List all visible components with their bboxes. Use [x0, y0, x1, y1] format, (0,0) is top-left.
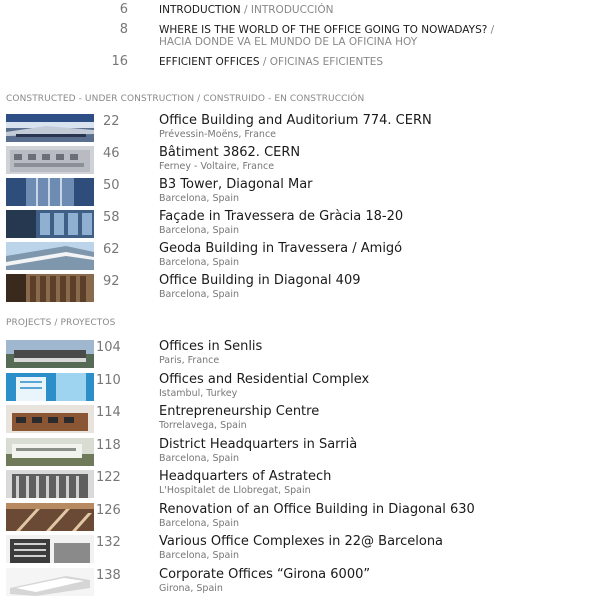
thumb-istambul: [6, 373, 94, 401]
toc-entry: [0, 178, 600, 208]
page-number: 46: [103, 146, 120, 161]
section-title-constructed: CONSTRUCTED - UNDER CONSTRUCTION / CONSTRUIDO - EN CONSTRUCCIÓN: [6, 94, 365, 104]
thumb-batiment-3862: [6, 146, 94, 174]
toc-entry: [0, 535, 600, 565]
toc-entry: [0, 405, 600, 435]
entry-title: Headquarters of Astratech: [159, 469, 332, 484]
separator: /: [487, 24, 495, 36]
entry-location: Barcelona, Spain: [159, 517, 239, 529]
entry-location: Barcelona, Spain: [159, 257, 239, 268]
toc-entry: [0, 146, 600, 176]
entry-location: Barcelona, Spain: [159, 289, 239, 300]
thumb-torrelavega: [6, 405, 94, 433]
page-number: 16: [111, 54, 128, 69]
entry-location: Barcelona, Spain: [159, 225, 239, 236]
toc-entry: [0, 438, 600, 468]
thumb-cern-auditorium: [6, 114, 94, 142]
title-en: INTRODUCTION: [159, 4, 241, 16]
entry-title: Entrepreneurship Centre: [159, 404, 320, 419]
thumb-diagonal-409: [6, 274, 94, 302]
entry-location: Ferney - Voltaire, France: [159, 161, 275, 172]
page-number: 50: [103, 178, 120, 193]
toc-entry: [0, 340, 600, 370]
entry-location: Girona, Spain: [159, 582, 223, 594]
thumb-astratech: [6, 470, 94, 498]
toc-entry: [0, 210, 600, 240]
thumb-diagonal-630: [6, 503, 94, 531]
entry-location: Paris, France: [159, 355, 220, 366]
title-en: WHERE IS THE WORLD OF THE OFFICE GOING TO NOWADAYS?: [159, 24, 488, 36]
entry-title: Geoda Building in Travessera / Amigó: [159, 241, 403, 256]
toc-entry: [0, 242, 600, 272]
toc-entry: [0, 274, 600, 304]
intro-title: [159, 24, 589, 48]
entry-title: Various Office Complexes in 22@ Barcelona: [159, 534, 444, 549]
toc-entry: [0, 568, 600, 598]
entry-title: Corporate Offices “Girona 6000”: [159, 566, 371, 582]
page-number: 110: [96, 372, 121, 388]
thumb-girona-6000: [6, 568, 94, 596]
title-en: EFFICIENT OFFICES: [159, 56, 260, 68]
page-number: 92: [103, 274, 120, 289]
toc-entry: [0, 470, 600, 500]
entry-location: Torrelavega, Spain: [159, 420, 247, 431]
entry-title: Bâtiment 3862. CERN: [159, 145, 301, 160]
title-es: OFICINAS EFICIENTES: [269, 56, 384, 68]
entry-location: Istambul, Turkey: [159, 387, 238, 399]
page-number: 122: [96, 470, 121, 485]
toc-entry: [0, 114, 600, 144]
title-es: INTRODUCCIÓN: [250, 4, 334, 16]
entry-location: Barcelona, Spain: [159, 193, 239, 204]
page-number: 8: [119, 22, 128, 37]
thumb-facade-travessera: [6, 210, 94, 238]
entry-title: Offices in Senlis: [159, 339, 263, 354]
section-title-projects: PROJECTS / PROYECTOS: [6, 318, 116, 328]
entry-title: Offices and Residential Complex: [159, 371, 370, 387]
page-number: 126: [96, 502, 121, 518]
intro-title: [159, 4, 589, 16]
entry-title: Façade in Travessera de Gràcia 18-20: [159, 209, 404, 224]
page-number: 132: [96, 535, 121, 550]
page-number: 58: [103, 210, 120, 225]
entry-location: Barcelona, Spain: [159, 550, 239, 561]
separator: /: [259, 56, 270, 68]
page-number: 104: [96, 340, 121, 355]
entry-title: District Headquarters in Sarrià: [159, 436, 358, 452]
thumb-22-barcelona: [6, 535, 94, 563]
toc-entry: [0, 503, 600, 533]
entry-title: Office Building and Auditorium 774. CERN: [159, 113, 432, 128]
thumb-sarria: [6, 438, 94, 466]
entry-title: Office Building in Diagonal 409: [159, 273, 361, 288]
thumb-senlis: [6, 340, 94, 368]
entry-title: B3 Tower, Diagonal Mar: [159, 177, 313, 192]
toc-entry: [0, 373, 600, 403]
thumb-b3-tower: [6, 178, 94, 206]
page-number: 118: [96, 437, 121, 453]
page-number: 114: [96, 405, 121, 420]
entry-location: L'Hospitalet de Llobregat, Spain: [159, 485, 311, 496]
entry-location: Barcelona, Spain: [159, 452, 239, 464]
entry-location: Prévessin-Moëns, France: [159, 129, 277, 140]
title-es: HACIA DONDE VA EL MUNDO DE LA OFICINA HOY: [159, 36, 418, 48]
page-number: 6: [119, 2, 128, 17]
intro-title: [159, 56, 589, 68]
page-number: 138: [96, 567, 121, 583]
page-number: 62: [103, 242, 120, 257]
page-number: 22: [103, 114, 120, 129]
thumb-geoda: [6, 242, 94, 270]
entry-title: Renovation of an Office Building in Diagonal 630: [159, 501, 475, 517]
separator: /: [240, 4, 251, 16]
